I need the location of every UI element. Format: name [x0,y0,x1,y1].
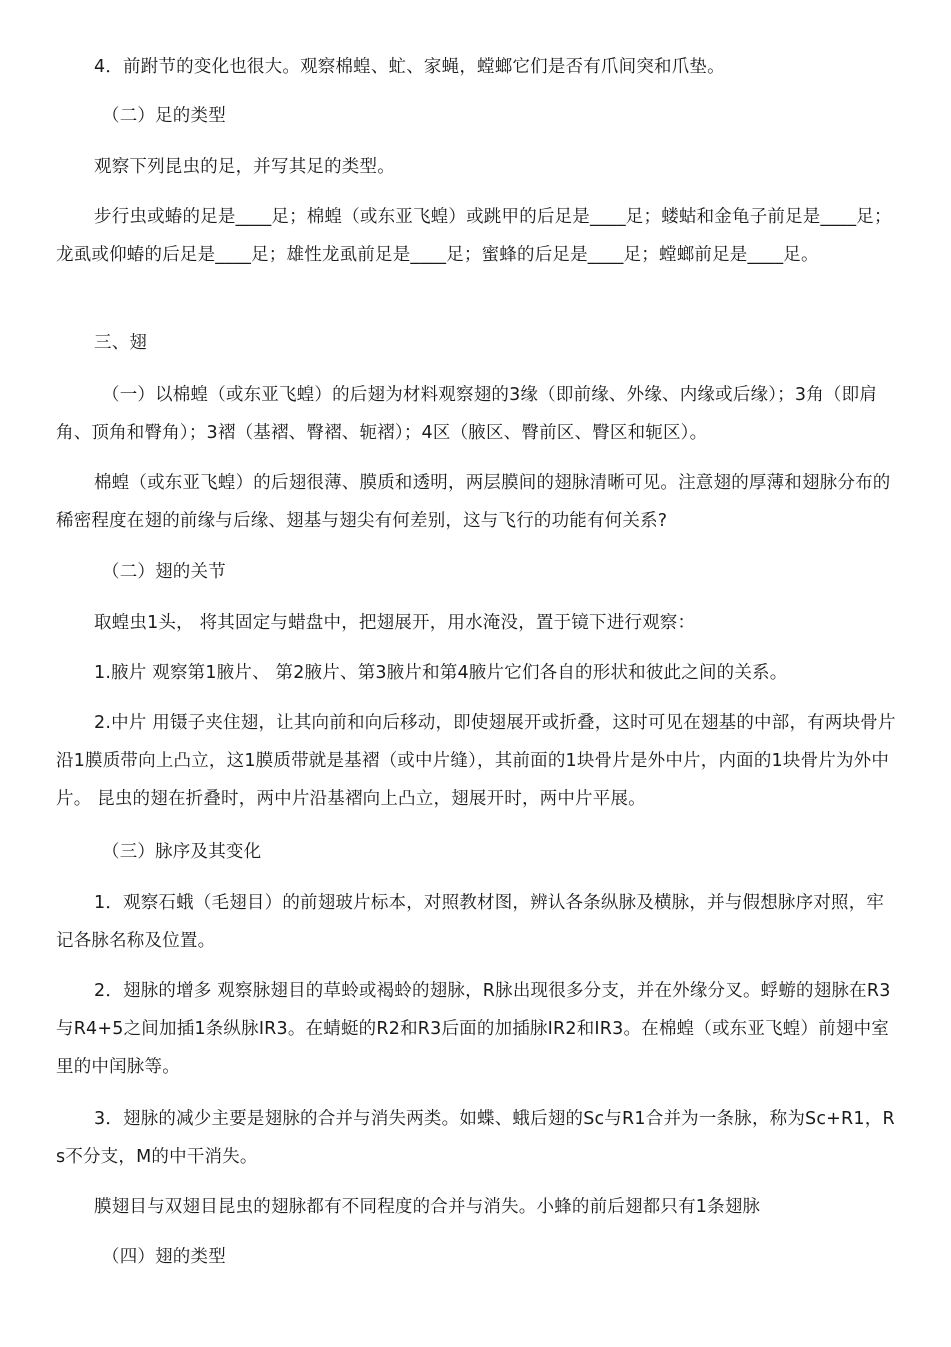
heading-wings: 三、翅 [94,333,148,353]
paragraph-hindwing: 棉蝗（或东亚飞蝗）的后翅很薄、膜质和透明，两层膜间的翅脉清晰可见。注意翅的厚薄和翅脉分布的稀密程度在翅的前缘与后缘、翅基与翅尖有何差别，这与飞行的功能有何关系? [56,473,891,531]
paragraph-observe-legs: 观察下列昆虫的足，并写其足的类型。 [94,157,395,177]
heading-leg-types: （二）足的类型 [102,106,226,126]
paragraph-vein-reduction: 3．翅脉的减少主要是翅脉的合并与消失两类。如蝶、蛾后翅的Sc与R1合并为一条脉，称为Sc+R1，Rs不分支，M的中干消失。 [56,1109,895,1167]
paragraph-hymenoptera: 膜翅目与双翅目昆虫的翅脉都有不同程度的合并与消失。小蜂的前后翅都只有1条翅脉 [94,1197,761,1217]
paragraph-pretarsus: 4．前跗节的变化也很大。观察棉蝗、虻、家蝇，螳螂它们是否有爪间突和爪垫。 [94,57,725,77]
paragraph-wing-margins: （一）以棉蝗（或东亚飞蝗）的后翅为材料观察翅的3缘（即前缘、外缘、内缘或后缘）；3角（即肩角、顶角和臀角）；3褶（基褶、臀褶、轭褶）；4区（腋区、臀前区、臀区和轭区）。 [56,385,878,443]
paragraph-leg-blanks: 步行虫或蝽的足是____足；棉蝗（或东亚飞蝗）或跳甲的后足是____足；蝼蛄和金龟子前足是____足；龙虱或仰蝽的后足是____足；雄性龙虱前足是____足；蜜蜂的后足是____足；螳螂前足是____足。 [56,207,892,265]
paragraph-vein-increase: 2．翅脉的增多 观察脉翅目的草蛉或褐蛉的翅脉，R脉出现很多分支，并在外缘分叉。蜉蝣的翅脉在R3与R4+5之间加插1条纵脉IR3。在蜻蜓的R2和R3后面的加插脉IR2和IR3。在棉蝗（或东亚飞蝗）前翅中室里的中闰脉等。 [56,981,891,1077]
paragraph-axillary: 1.腋片 观察第1腋片、 第2腋片、第3腋片和第4腋片它们各自的形状和彼此之间的关系。 [94,663,788,683]
heading-wing-joints: （二）翅的关节 [102,562,226,582]
paragraph-median-plates: 2.中片 用镊子夹住翅，让其向前和向后移动，即使翅展开或折叠，这时可见在翅基的中部，有两块骨片沿1膜质带向上凸立，这1膜质带就是基褶（或中片缝），其前面的1块骨片是外中片，内面的1块骨片为外中片。 昆虫的翅在折叠时，两中片沿基褶向上凸立，翅展开时，两中片平展。 [56,713,896,809]
paragraph-take-locust: 取蝗虫1头， 将其固定与蜡盘中，把翅展开，用水淹没，置于镜下进行观察： [94,613,696,633]
heading-venation: （三）脉序及其变化 [102,842,262,862]
heading-wing-types: （四）翅的类型 [102,1247,226,1267]
paragraph-caddisfly: 1．观察石蛾（毛翅目）的前翅玻片标本，对照教材图，辨认各条纵脉及横脉，并与假想脉序对照，牢记各脉名称及位置。 [56,893,885,951]
